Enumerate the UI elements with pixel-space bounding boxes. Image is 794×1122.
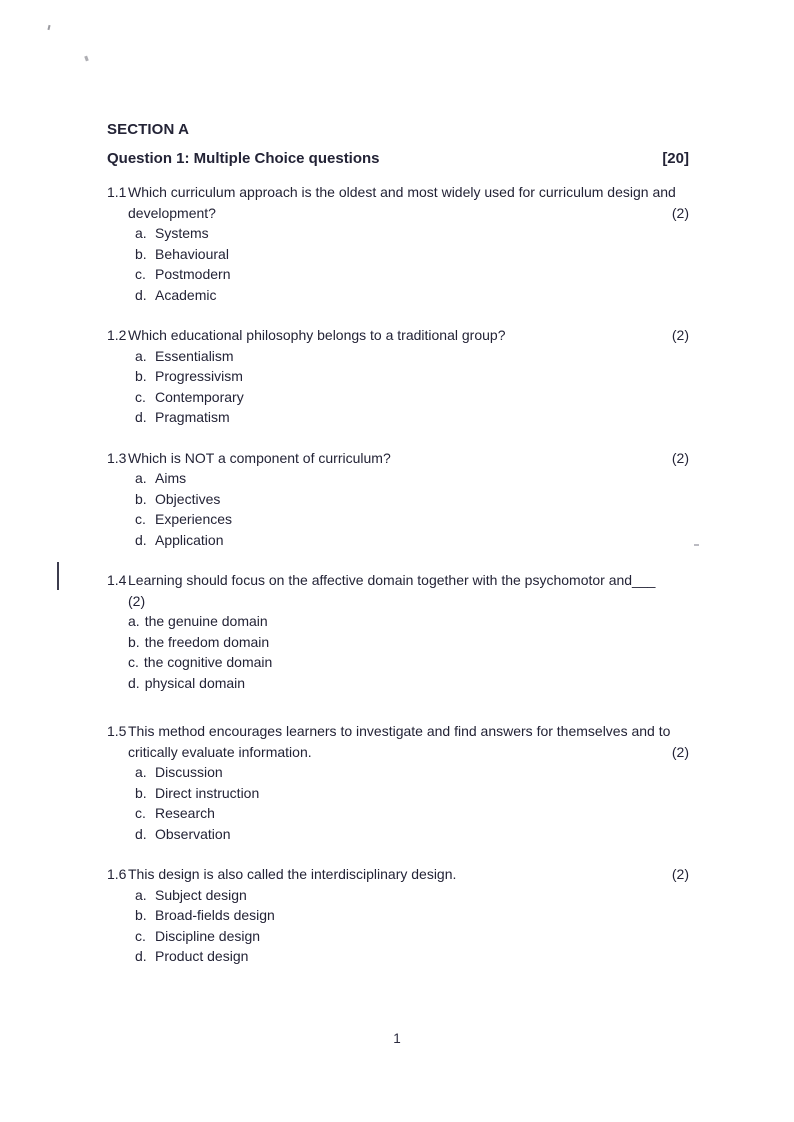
option-letter: c. xyxy=(128,654,139,670)
page-content xyxy=(107,0,689,967)
option-text: Observation xyxy=(155,825,231,842)
question-total-marks: [20] xyxy=(662,150,689,167)
question-marks: (2) xyxy=(671,204,689,221)
option-letter: c. xyxy=(135,388,146,405)
question-line-continuation xyxy=(128,203,689,224)
option-1.4-c xyxy=(128,652,689,673)
question-text-line2: critically evaluate information. xyxy=(128,743,312,760)
option-text: Discipline design xyxy=(155,927,261,944)
question-text: This design is also called the interdisciplinary design. xyxy=(128,866,457,882)
question-marks: (2) xyxy=(671,743,689,760)
option-letter: b. xyxy=(135,368,147,384)
question-marks: (2) xyxy=(128,592,146,609)
option-1.1-d xyxy=(135,285,689,306)
question-line xyxy=(107,182,689,203)
option-1.5-d xyxy=(135,824,689,845)
option-text: Objectives xyxy=(155,490,221,507)
scan-speck xyxy=(47,25,50,30)
option-1.3-c xyxy=(135,509,689,530)
option-text: Postmodern xyxy=(155,266,231,282)
option-1.5-c xyxy=(135,803,689,824)
option-letter: d. xyxy=(135,531,147,548)
option-text: Research xyxy=(155,805,215,821)
option-letter: a. xyxy=(135,470,147,486)
option-1.4-d xyxy=(128,673,689,694)
option-text: physical domain xyxy=(144,674,246,691)
option-letter: d. xyxy=(128,674,140,691)
question-number: 1.4 xyxy=(107,572,127,588)
option-letter: d. xyxy=(135,825,147,842)
question-marks: (2) xyxy=(671,866,689,882)
option-1.3-a xyxy=(135,468,689,489)
option-text: Essentialism xyxy=(155,347,234,364)
option-1.6-d xyxy=(135,946,689,967)
option-1.2-b xyxy=(135,366,689,387)
question-text: Which educational philosophy belongs to a traditional group? xyxy=(128,327,506,343)
option-letter: c. xyxy=(135,805,146,821)
option-1.6-c xyxy=(135,926,689,947)
option-1.2-a xyxy=(135,346,689,367)
option-1.4-a xyxy=(128,611,689,632)
question-marks: (2) xyxy=(671,449,689,466)
question-header xyxy=(107,151,689,167)
option-text: the freedom domain xyxy=(144,633,270,650)
scan-speck xyxy=(694,544,699,546)
question-line xyxy=(107,325,689,346)
option-letter: c. xyxy=(135,266,146,282)
question-text: Learning should focus on the affective domain together with the psychomotor and___ xyxy=(128,572,656,588)
question-number: 1.3 xyxy=(107,449,127,466)
question-text-line2: development? xyxy=(128,204,216,221)
question-block-1.4 xyxy=(107,570,689,693)
option-1.6-b xyxy=(135,905,689,926)
question-number: 1.5 xyxy=(107,723,127,739)
option-text: Product design xyxy=(155,948,249,964)
option-letter: b. xyxy=(135,490,147,507)
option-text: Application xyxy=(155,531,224,548)
question-text: Which is NOT a component of curriculum? xyxy=(128,449,391,466)
option-text: Aims xyxy=(155,470,187,486)
question-number: 1.1 xyxy=(107,184,127,200)
option-letter: b. xyxy=(135,245,147,262)
option-text: Progressivism xyxy=(155,368,243,384)
option-letter: a. xyxy=(135,764,147,780)
option-letter: a. xyxy=(135,886,147,903)
option-text: Behavioural xyxy=(155,245,229,262)
option-text: the cognitive domain xyxy=(143,654,273,670)
questions-list xyxy=(107,182,689,967)
question-line-continuation xyxy=(128,591,689,612)
option-letter: c. xyxy=(135,927,146,944)
question-header-title: Question 1: Multiple Choice questions xyxy=(107,150,380,167)
option-letter: b. xyxy=(128,633,140,650)
question-line xyxy=(107,864,689,885)
question-text: This method encourages learners to investigate and find answers for themselves and to xyxy=(128,723,671,739)
option-letter: d. xyxy=(135,286,147,303)
question-line xyxy=(107,448,689,469)
scan-speck xyxy=(84,56,89,62)
option-1.1-a xyxy=(135,223,689,244)
option-letter: d. xyxy=(135,948,147,964)
margin-revision-bar xyxy=(57,562,59,590)
option-letter: a. xyxy=(128,613,140,629)
question-number: 1.2 xyxy=(107,327,127,343)
option-text: Contemporary xyxy=(155,388,244,405)
option-1.3-b xyxy=(135,489,689,510)
page-number: 1 xyxy=(393,1031,401,1046)
question-marks: (2) xyxy=(671,327,689,343)
option-1.1-b xyxy=(135,244,689,265)
option-1.3-d xyxy=(135,530,689,551)
option-text: Direct instruction xyxy=(155,784,260,801)
question-line xyxy=(107,721,689,742)
section-title: SECTION A xyxy=(107,121,190,138)
option-letter: b. xyxy=(135,907,147,923)
question-line xyxy=(107,570,689,591)
option-text: Experiences xyxy=(155,511,233,527)
option-1.6-a xyxy=(135,885,689,906)
question-block-1.5 xyxy=(107,721,689,844)
option-letter: b. xyxy=(135,784,147,801)
question-number: 1.6 xyxy=(107,866,127,882)
question-block-1.6 xyxy=(107,864,689,967)
option-letter: a. xyxy=(135,347,147,364)
question-line-continuation xyxy=(128,742,689,763)
question-text: Which curriculum approach is the oldest and most widely used for curriculum design and xyxy=(128,184,676,200)
option-1.5-a xyxy=(135,762,689,783)
option-text: the genuine domain xyxy=(144,613,268,629)
question-block-1.1 xyxy=(107,182,689,305)
option-text: Systems xyxy=(155,225,209,241)
option-letter: a. xyxy=(135,225,147,241)
option-text: Broad-fields design xyxy=(155,907,275,923)
option-text: Pragmatism xyxy=(155,409,230,425)
option-1.4-b xyxy=(128,632,689,653)
question-block-1.3 xyxy=(107,448,689,551)
option-letter: c. xyxy=(135,511,146,527)
option-letter: d. xyxy=(135,409,147,425)
question-block-1.2 xyxy=(107,325,689,428)
option-1.2-d xyxy=(135,407,689,428)
option-text: Academic xyxy=(155,286,217,303)
option-1.1-c xyxy=(135,264,689,285)
option-text: Subject design xyxy=(155,886,247,903)
option-text: Discussion xyxy=(155,764,223,780)
option-1.5-b xyxy=(135,783,689,804)
option-1.2-c xyxy=(135,387,689,408)
